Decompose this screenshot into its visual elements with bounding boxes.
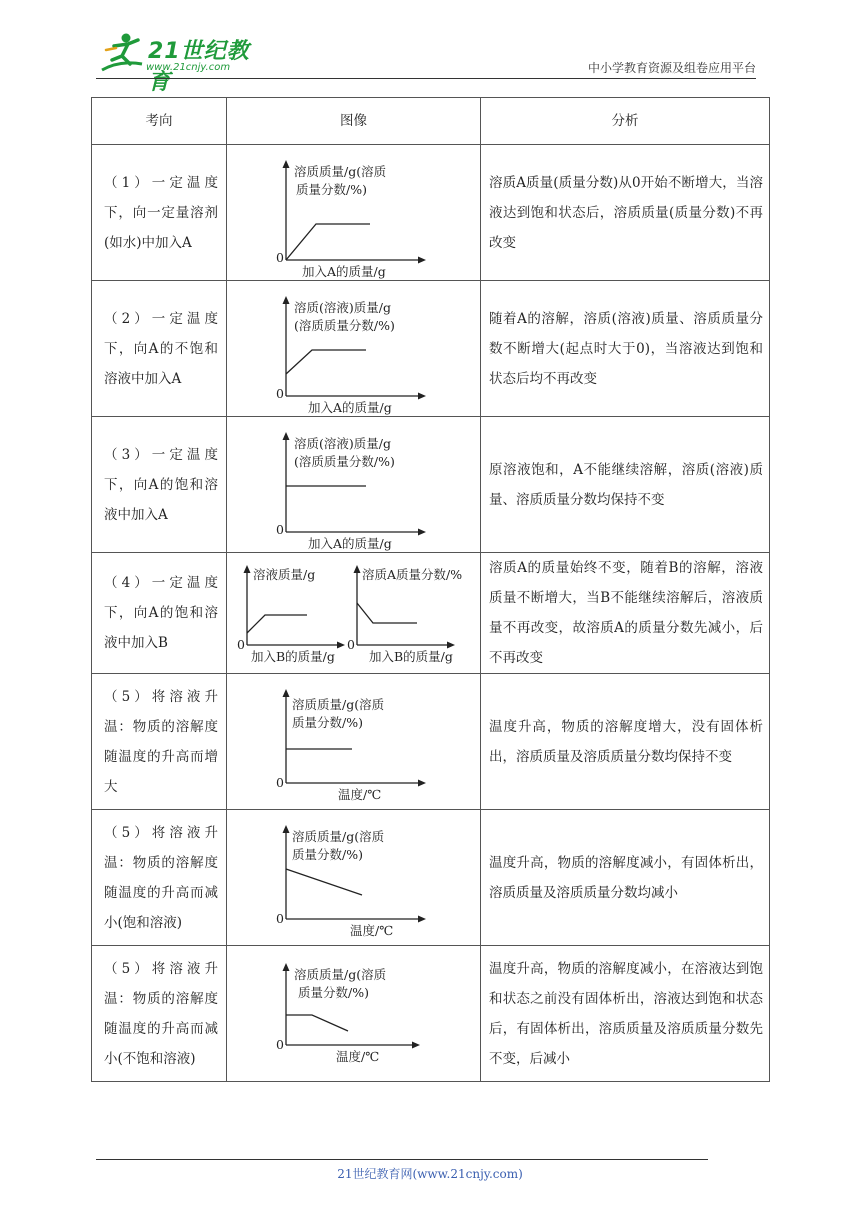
origin-label: 0 — [275, 249, 284, 265]
analysis-cell: 温度升高，物质的溶解度减小，在溶液达到饱和状态之前没有固体析出，溶液达到饱和状态后，有固体析出，溶质质量及溶质质量分数先不变，后减小 — [481, 946, 770, 1082]
table-row — [92, 145, 770, 281]
solution-graph-table — [91, 97, 770, 1082]
y-axis-arrow-icon — [282, 825, 289, 833]
table-row — [92, 281, 770, 417]
y-axis-label: 溶质(溶液)质量/g — [293, 299, 391, 315]
direction-cell: （2）一定温度下，向A的不饱和溶液中加入A — [92, 281, 227, 417]
graph-heating-solubility-increases — [274, 683, 434, 801]
x-axis-arrow-icon — [418, 779, 426, 786]
logo-url: www.21cnjy.com — [146, 62, 231, 73]
footer-text: 21世纪教育网(www.21cnjy.com) — [337, 1167, 523, 1181]
analysis-cell: 原溶液饱和，A不能继续溶解，溶质(溶液)质量、溶质质量分数均保持不变 — [481, 417, 770, 553]
origin-label: 0 — [275, 774, 284, 790]
table-row — [92, 417, 770, 553]
origin-label: 0 — [275, 910, 284, 926]
y-axis-label: 溶质质量/g(溶质 — [291, 696, 384, 712]
graph-cell — [227, 417, 481, 553]
graph-unsaturated-add-a — [274, 290, 434, 415]
y-axis-label: 溶质质量/g(溶质 — [293, 966, 386, 982]
origin-label: 0 — [275, 521, 284, 537]
column-header-direction: 考向 — [92, 98, 227, 145]
x-axis-arrow-icon — [447, 642, 455, 649]
x-axis-arrow-icon — [337, 642, 345, 649]
right-x-axis-label: 加入B的质量/g — [368, 649, 453, 664]
table-row — [92, 553, 770, 674]
x-axis-label: 加入A的质量/g — [307, 535, 392, 551]
origin-label: 0 — [346, 637, 355, 652]
x-axis-arrow-icon — [418, 392, 426, 399]
origin-label: 0 — [275, 1036, 284, 1052]
curve — [286, 869, 362, 895]
analysis-cell: 随着A的溶解，溶质(溶液)质量、溶质质量分数不断增大(起点时大于0)，当溶液达到饱和状态后均不再改变 — [481, 281, 770, 417]
direction-cell: （5）将溶液升温：物质的溶解度随温度的升高而减小(不饱和溶液) — [92, 946, 227, 1082]
x-axis-arrow-icon — [418, 915, 426, 922]
x-axis-label: 加入A的质量/g — [307, 399, 392, 415]
column-header-graph: 图像 — [227, 98, 481, 145]
table-row — [92, 946, 770, 1082]
y-axis-label-2: 质量分数/%) — [291, 714, 363, 730]
runner-logo-icon — [96, 30, 146, 76]
mass-fraction-curve — [357, 603, 417, 623]
graph-saturated-add-a — [274, 426, 434, 551]
graph-cell — [227, 810, 481, 946]
table-header-row — [92, 98, 770, 145]
column-header-analysis: 分析 — [481, 98, 770, 145]
graph-cell — [227, 674, 481, 810]
origin-label: 0 — [236, 637, 245, 652]
graph-heating-unsaturated — [274, 959, 434, 1069]
y-axis-arrow-icon — [353, 565, 360, 573]
logo-text: 21世纪教育 — [148, 39, 250, 95]
graph-cell — [227, 553, 481, 674]
y-axis-arrow-icon — [282, 160, 289, 168]
analysis-cell: 溶质A质量(质量分数)从0开始不断增大，当溶液达到饱和状态后，溶质质量(质量分数)不再改变 — [481, 145, 770, 281]
analysis-cell: 温度升高，物质的溶解度减小，有固体析出，溶质质量及溶质质量分数均减小 — [481, 810, 770, 946]
left-y-axis-label: 溶液质量/g — [252, 567, 315, 582]
analysis-cell: 溶质A的质量始终不变，随着B的溶解，溶液质量不断增大，当B不能继续溶解后，溶液质量不再改变，故溶质A的质量分数先减小，后不再改变 — [481, 553, 770, 674]
x-axis-label: 温度/℃ — [337, 786, 381, 802]
header-divider — [96, 78, 756, 79]
y-axis-label: 溶质(溶液)质量/g — [293, 435, 391, 451]
y-axis-label-2: 质量分数/%) — [291, 846, 363, 862]
x-axis-arrow-icon — [418, 528, 426, 535]
origin-label: 0 — [275, 385, 284, 401]
y-axis-arrow-icon — [282, 432, 289, 440]
graph-cell — [227, 946, 481, 1082]
y-axis-label-2: (溶质质量分数/%) — [293, 453, 395, 469]
y-axis-label-2: 质量分数/%) — [297, 984, 369, 1000]
x-axis-label: 温度/℃ — [349, 922, 393, 938]
table-row — [92, 674, 770, 810]
x-axis-arrow-icon — [412, 1041, 420, 1048]
solution-mass-curve — [247, 615, 307, 633]
analysis-cell: 温度升高，物质的溶解度增大，没有固体析出，溶质质量及溶质质量分数均保持不变 — [481, 674, 770, 810]
curve — [286, 224, 370, 260]
y-axis-label: 溶质质量/g(溶质 — [293, 163, 386, 179]
direction-cell: （4）一定温度下，向A的饱和溶液中加入B — [92, 553, 227, 674]
y-axis-arrow-icon — [282, 296, 289, 304]
left-x-axis-label: 加入B的质量/g — [250, 649, 335, 664]
graph-cell — [227, 145, 481, 281]
x-axis-label: 温度/℃ — [335, 1048, 379, 1064]
page-header — [0, 0, 860, 95]
y-axis-label-2: (溶质质量分数/%) — [293, 317, 395, 333]
y-axis-arrow-icon — [282, 963, 289, 971]
y-axis-label: 溶质质量/g(溶质 — [291, 828, 384, 844]
direction-cell: （3）一定温度下，向A的饱和溶液中加入A — [92, 417, 227, 553]
footer-divider — [96, 1159, 708, 1160]
logo — [96, 30, 266, 95]
direction-cell: （1）一定温度下，向一定量溶剂(如水)中加入A — [92, 145, 227, 281]
direction-cell: （5）将溶液升温：物质的溶解度随温度的升高而增大 — [92, 674, 227, 810]
right-y-axis-label: 溶质A质量分数/% — [361, 567, 462, 582]
y-axis-label-2: 质量分数/%) — [295, 181, 367, 197]
table-row — [92, 810, 770, 946]
graph-pair-add-b — [235, 561, 473, 665]
y-axis-arrow-icon — [282, 689, 289, 697]
graph-heating-saturated — [274, 819, 434, 937]
curve — [286, 350, 366, 374]
x-axis-label: 加入A的质量/g — [301, 263, 386, 279]
y-axis-arrow-icon — [243, 565, 250, 573]
graph-cell — [227, 281, 481, 417]
x-axis-arrow-icon — [418, 256, 426, 263]
platform-name: 中小学教育资源及组卷应用平台 — [587, 61, 756, 75]
graph-saturation-from-zero — [274, 154, 434, 279]
direction-cell: （5）将溶液升温：物质的溶解度随温度的升高而减小(饱和溶液) — [92, 810, 227, 946]
curve — [286, 1015, 348, 1031]
